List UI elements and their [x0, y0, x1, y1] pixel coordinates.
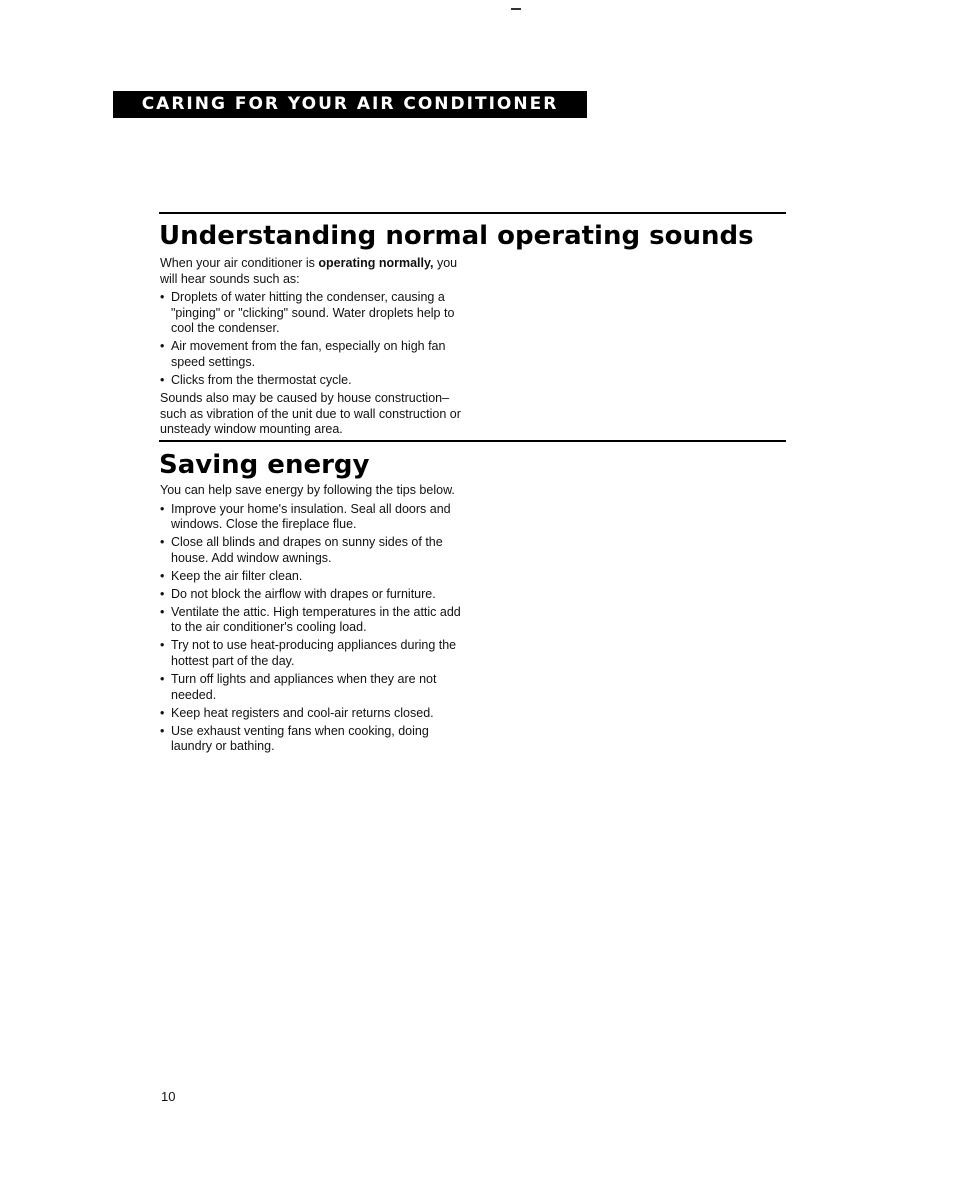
- bullet-icon: •: [160, 672, 165, 687]
- sounds-intro-text-end: you will hear sounds such as:: [160, 256, 458, 286]
- list-item-text: Keep heat registers and cool-air returns closed.: [171, 705, 434, 720]
- bullet-icon: •: [160, 568, 165, 583]
- energy-list: [160, 502, 465, 755]
- bullet-icon: •: [160, 586, 165, 601]
- list-item: [160, 502, 465, 533]
- list-item: [160, 569, 465, 585]
- energy-section: [160, 483, 465, 758]
- list-item-text: Ventilate the attic. High temperatures in the attic add to the air conditioner's cooling load.: [171, 604, 461, 635]
- page-number: 10: [161, 1089, 176, 1104]
- list-item: [160, 587, 465, 603]
- list-item-text: Try not to use heat-producing appliances during the hottest part of the day.: [171, 638, 457, 668]
- list-item-text: Close all blinds and drapes on sunny sides of the house. Add window awnings.: [171, 535, 443, 565]
- section-divider: [159, 440, 786, 442]
- list-item-text: Use exhaust venting fans when cooking, doing laundry or bathing.: [171, 723, 429, 754]
- list-item-text: Air movement from the fan, especially on high fan speed settings.: [171, 339, 446, 369]
- list-item-text: Keep the air filter clean.: [171, 568, 303, 583]
- sounds-heading: Understanding normal operating sounds: [159, 221, 754, 251]
- bullet-icon: •: [160, 372, 165, 387]
- bullet-icon: •: [160, 705, 165, 720]
- list-item: [160, 535, 465, 566]
- sounds-list: [160, 290, 465, 388]
- bullet-icon: •: [160, 290, 165, 304]
- list-item: [160, 605, 465, 636]
- list-item-text: Improve your home's insulation. Seal all doors and windows. Close the fireplace flue.: [171, 501, 451, 531]
- list-item-text: Turn off lights and appliances when they are not needed.: [171, 672, 437, 702]
- bullet-icon: •: [160, 501, 165, 516]
- sounds-intro-emphasis: operating normally,: [318, 256, 434, 270]
- bullet-icon: •: [160, 723, 165, 738]
- sounds-intro: [160, 256, 465, 287]
- bullet-icon: •: [160, 535, 165, 550]
- bullet-icon: •: [160, 638, 165, 653]
- list-item-text: Do not block the airflow with drapes or furniture.: [171, 586, 436, 601]
- list-item-text: Droplets of water hitting the condenser, causing a "pinging" or "clicking" sound. Water droplets help to cool the condenser.: [171, 290, 455, 335]
- list-item: [160, 672, 465, 703]
- section-divider: [159, 212, 786, 214]
- scan-mark: [511, 8, 521, 10]
- list-item: [160, 724, 465, 755]
- sounds-intro-text: When your air conditioner is: [160, 256, 319, 270]
- list-item: [160, 706, 465, 722]
- energy-heading: Saving energy: [159, 450, 370, 480]
- list-item: [160, 290, 465, 337]
- list-item: [160, 373, 465, 389]
- list-item-text: Clicks from the thermostat cycle.: [171, 372, 352, 387]
- bullet-icon: •: [160, 604, 165, 619]
- energy-intro: You can help save energy by following the tips below.: [160, 483, 455, 497]
- list-item: [160, 339, 465, 370]
- sounds-closing: Sounds also may be caused by house construction–such as vibration of the unit due to wall construction or unsteady window mounting area.: [160, 391, 461, 437]
- section-banner: CARING FOR YOUR AIR CONDITIONER: [113, 91, 587, 118]
- sounds-section: [160, 256, 465, 441]
- list-item: [160, 638, 465, 669]
- bullet-icon: •: [160, 339, 165, 354]
